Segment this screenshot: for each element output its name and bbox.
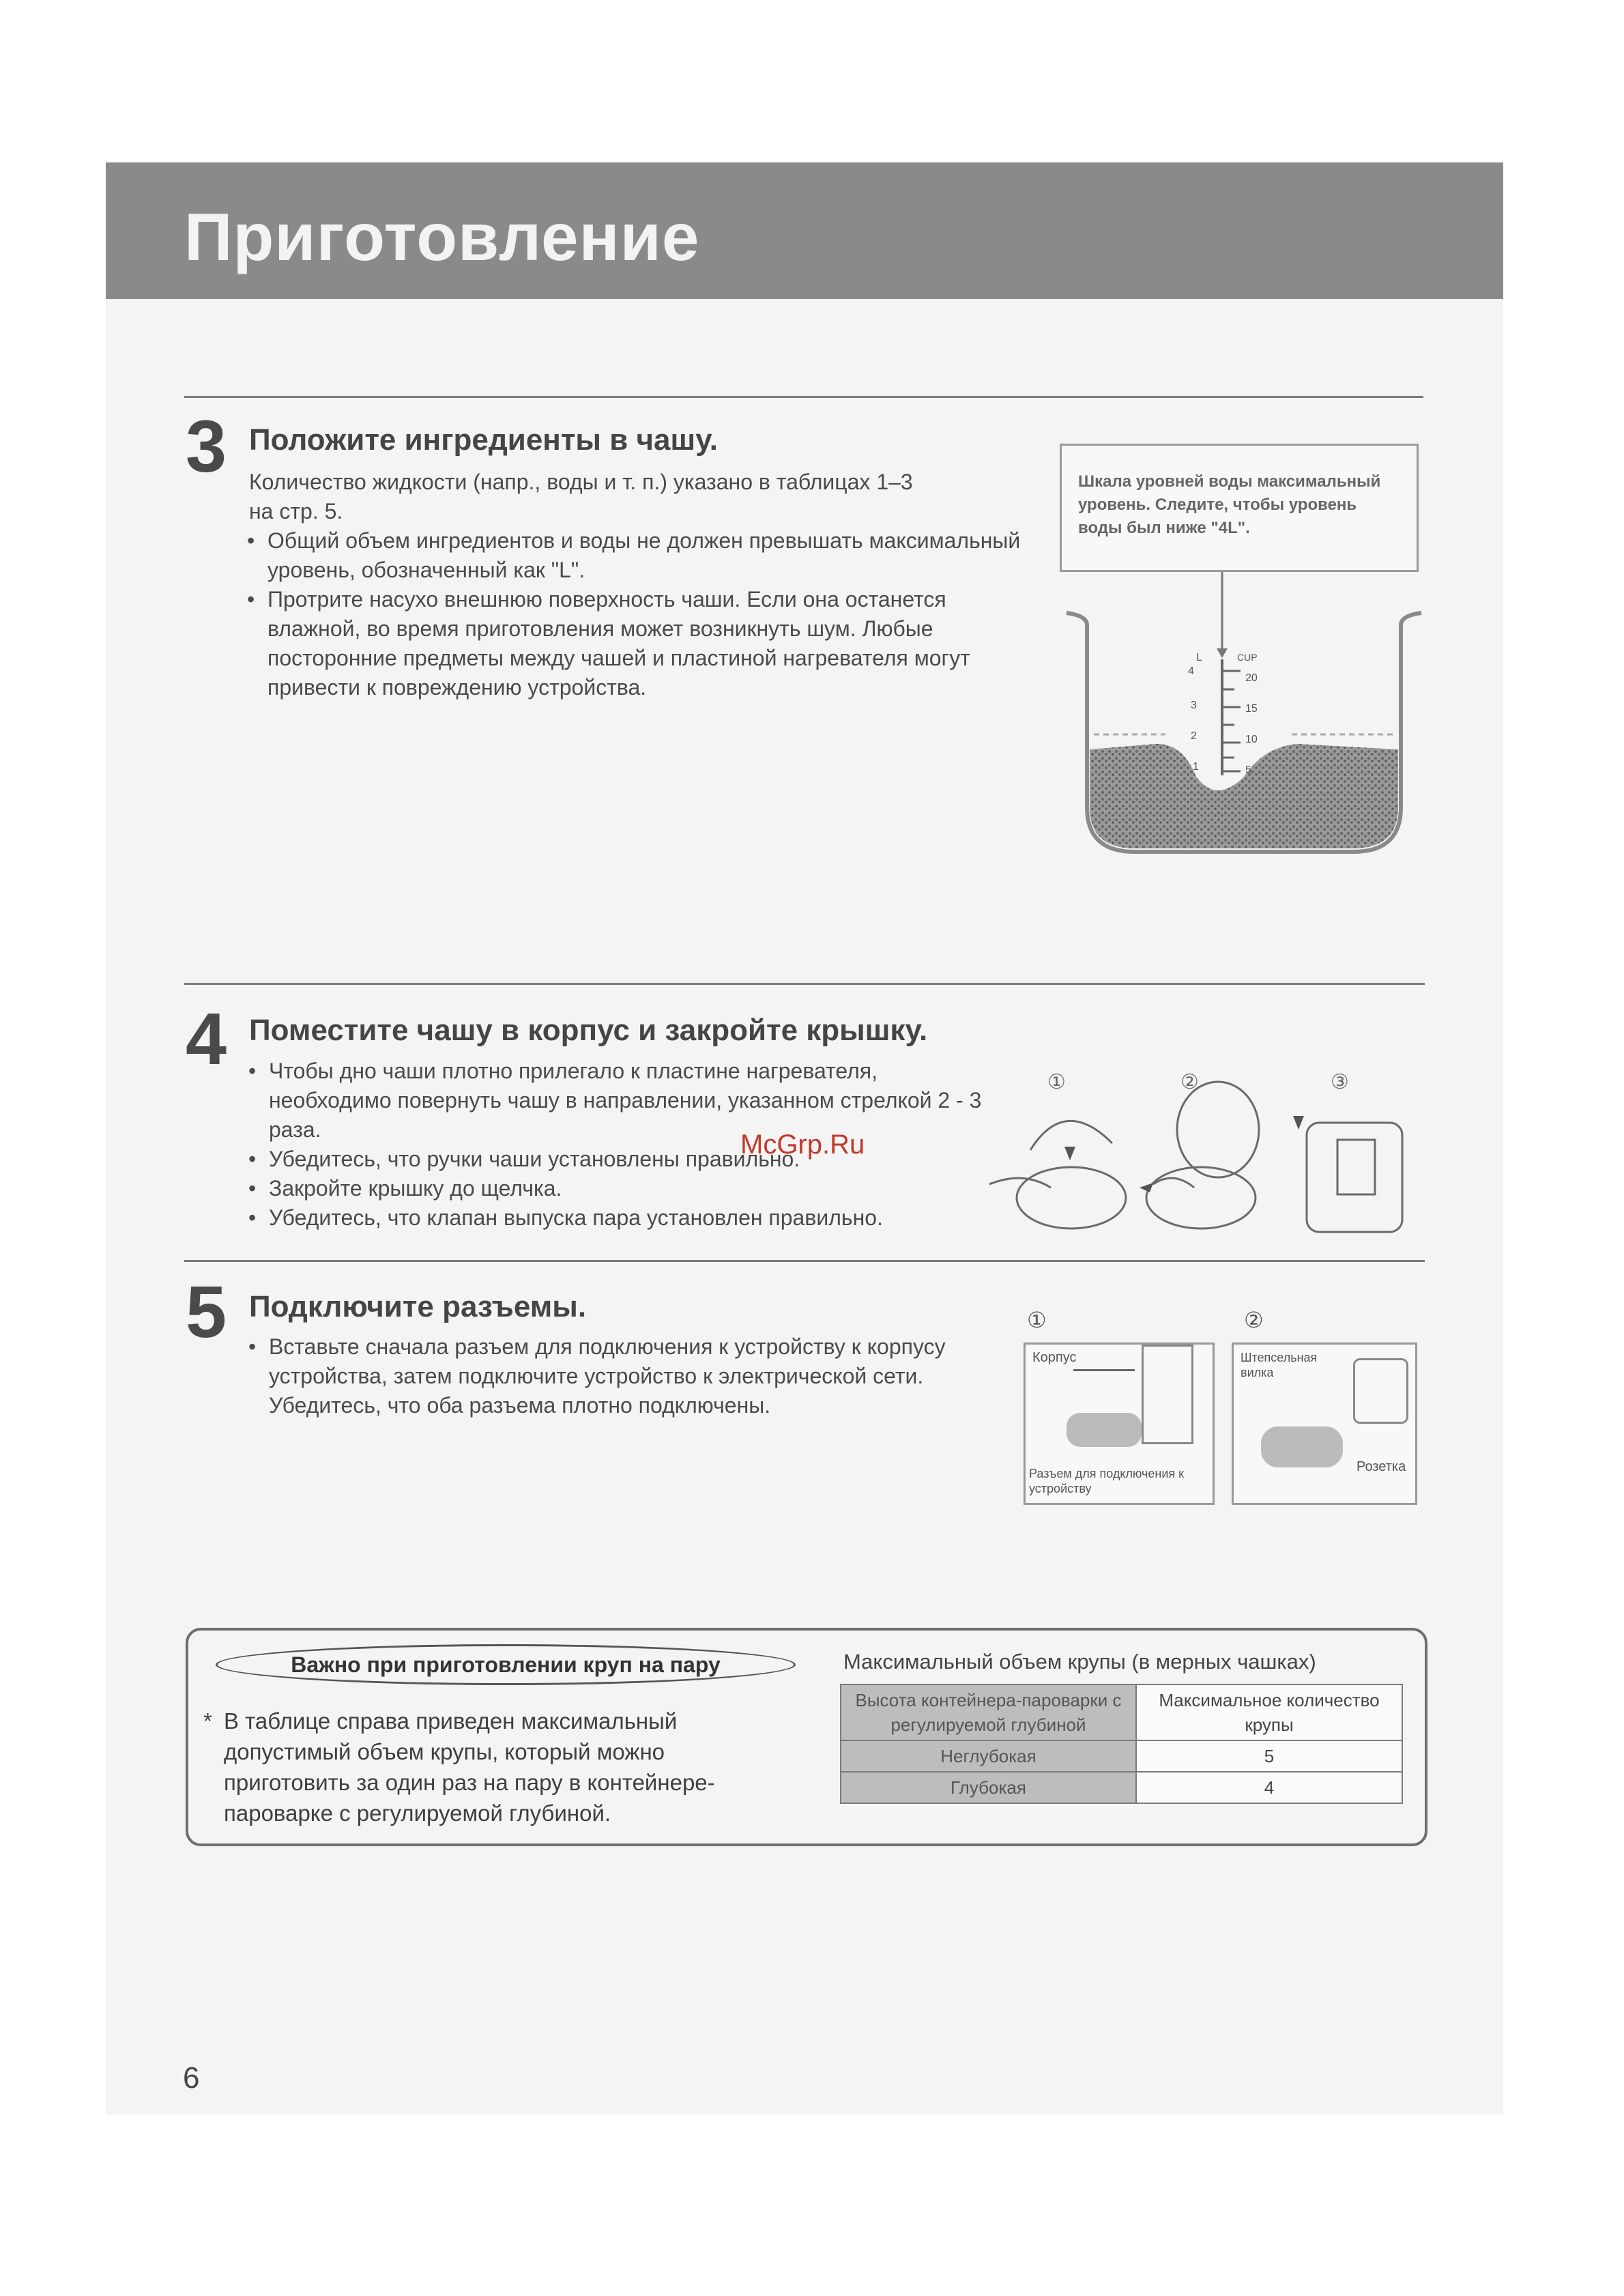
bullet-item: • Вставьте сначала разъем для подключения к устройству к корпусу устройства, затем подключите устройство к электрической сети. Убедитесь, что оба разъема плотно подключены. xyxy=(247,1332,957,1420)
step-marker: ② xyxy=(1180,1070,1199,1094)
bullet-item: • Общий объем ингредиентов и воды не должен превышать максимальный уровень, обозначенный как "L". xyxy=(246,526,1030,585)
figure-frame: Штепсельная вилка Розетка xyxy=(1232,1343,1417,1505)
figure-frame: Корпус Разъем для подключения к устройству xyxy=(1024,1343,1215,1505)
section-divider xyxy=(184,396,1423,398)
bullet-item: • Чтобы дно чаши плотно прилегало к пластине нагревателя, необходимо повернуть чашу в направлении, указанном стрелкой 2 - 3 раза. xyxy=(247,1057,984,1145)
page-number: 6 xyxy=(183,2061,200,2095)
arrow-line xyxy=(1073,1369,1135,1371)
table-row: Неглубокая 5 xyxy=(841,1740,1402,1772)
step-bullets xyxy=(246,526,1030,702)
note-text: * В таблице справа приведен максимальный допустимый объем крупы, который можно приготовить за один раз на пару в контейнере-пароварке с регулируемой глубиной. xyxy=(203,1708,715,1826)
water-scale-callout: Шкала уровней воды максимальный уровень. Следите, чтобы уровень воды был ниже "4L". xyxy=(1060,444,1419,572)
step-number: 4 xyxy=(186,997,227,1080)
hand-shape xyxy=(1261,1426,1343,1467)
step-bullets xyxy=(247,1057,984,1233)
scale-right-label: CUP xyxy=(1237,652,1258,663)
hand-shape xyxy=(1067,1413,1142,1447)
section-divider xyxy=(184,983,1425,985)
step-marker: ① xyxy=(1027,1307,1047,1333)
rice-fill xyxy=(1090,744,1398,848)
scale-left-label: L xyxy=(1196,652,1202,663)
connector-illustration-1 xyxy=(1024,1307,1215,1505)
scale-mark-right: 5 xyxy=(1245,764,1251,776)
step-number: 5 xyxy=(186,1270,227,1353)
bullet-item: • Убедитесь, что клапан выпуска пара установлен правильно. xyxy=(247,1203,984,1233)
scale-mark-left: 1 xyxy=(1193,761,1199,773)
step-bullets xyxy=(247,1332,957,1420)
scale-mark-left: 3 xyxy=(1191,700,1197,711)
step-title: Поместите чашу в корпус и закройте крышку. xyxy=(249,1014,928,1047)
scale-mark-right: 15 xyxy=(1245,703,1258,715)
step-number: 3 xyxy=(186,405,227,487)
table-header-row: Высота контейнера-пароварки с регулируемой глубиной Максимальное количество крупы xyxy=(841,1684,1402,1740)
pointer-arrow-icon xyxy=(1217,648,1228,658)
lid-steps-illustration xyxy=(983,1068,1423,1263)
device-body xyxy=(1142,1345,1193,1444)
table-caption: Максимальный объем крупы (в мерных чашках) xyxy=(843,1650,1316,1674)
steaming-note-box xyxy=(186,1628,1427,1846)
watermark: McGrp.Ru xyxy=(740,1130,865,1160)
step-marker: ② xyxy=(1244,1307,1264,1333)
note-heading: Важно при приготовлении круп на пару xyxy=(216,1644,796,1685)
connector-illustration-2 xyxy=(1232,1307,1423,1505)
step-marker: ① xyxy=(1047,1070,1066,1094)
bowl-illustration xyxy=(1060,572,1428,865)
section-divider xyxy=(184,1260,1425,1262)
down-arrow-icon xyxy=(1064,1147,1075,1160)
scale-mark-left: 4 xyxy=(1188,665,1194,677)
scale-mark-left: 2 xyxy=(1191,730,1197,742)
bullet-item: • Убедитесь, что ручки чаши установлены правильно. xyxy=(247,1145,984,1174)
step-title: Положите ингредиенты в чашу. xyxy=(249,423,719,457)
bullet-item: • Закройте крышку до щелчка. xyxy=(247,1174,984,1203)
rotate-arrow-icon xyxy=(1140,1183,1153,1192)
scale-mark-right: 10 xyxy=(1245,734,1258,745)
header-banner xyxy=(106,162,1503,299)
bullet-item: • Протрите насухо внешнюю поверхность чаши. Если она останется влажной, во время приготовления может возникнуть шум. Любые посторонние предметы между чашей и пластиной нагревателя могут привести к повреждению устройства. xyxy=(246,585,1030,702)
step-intro: Количество жидкости (напр., воды и т. п.) указано в таблицах 1–3 на стр. 5. xyxy=(249,470,913,523)
grain-capacity-table xyxy=(840,1684,1403,1804)
page-title: Приготовление xyxy=(184,199,700,274)
step-marker: ③ xyxy=(1331,1070,1349,1094)
step-title: Подключите разъемы. xyxy=(249,1290,587,1323)
wall-socket xyxy=(1353,1358,1408,1424)
table-row: Глубокая 4 xyxy=(841,1772,1402,1803)
scale-mark-right: 20 xyxy=(1245,672,1258,684)
down-arrow-icon xyxy=(1293,1116,1304,1130)
